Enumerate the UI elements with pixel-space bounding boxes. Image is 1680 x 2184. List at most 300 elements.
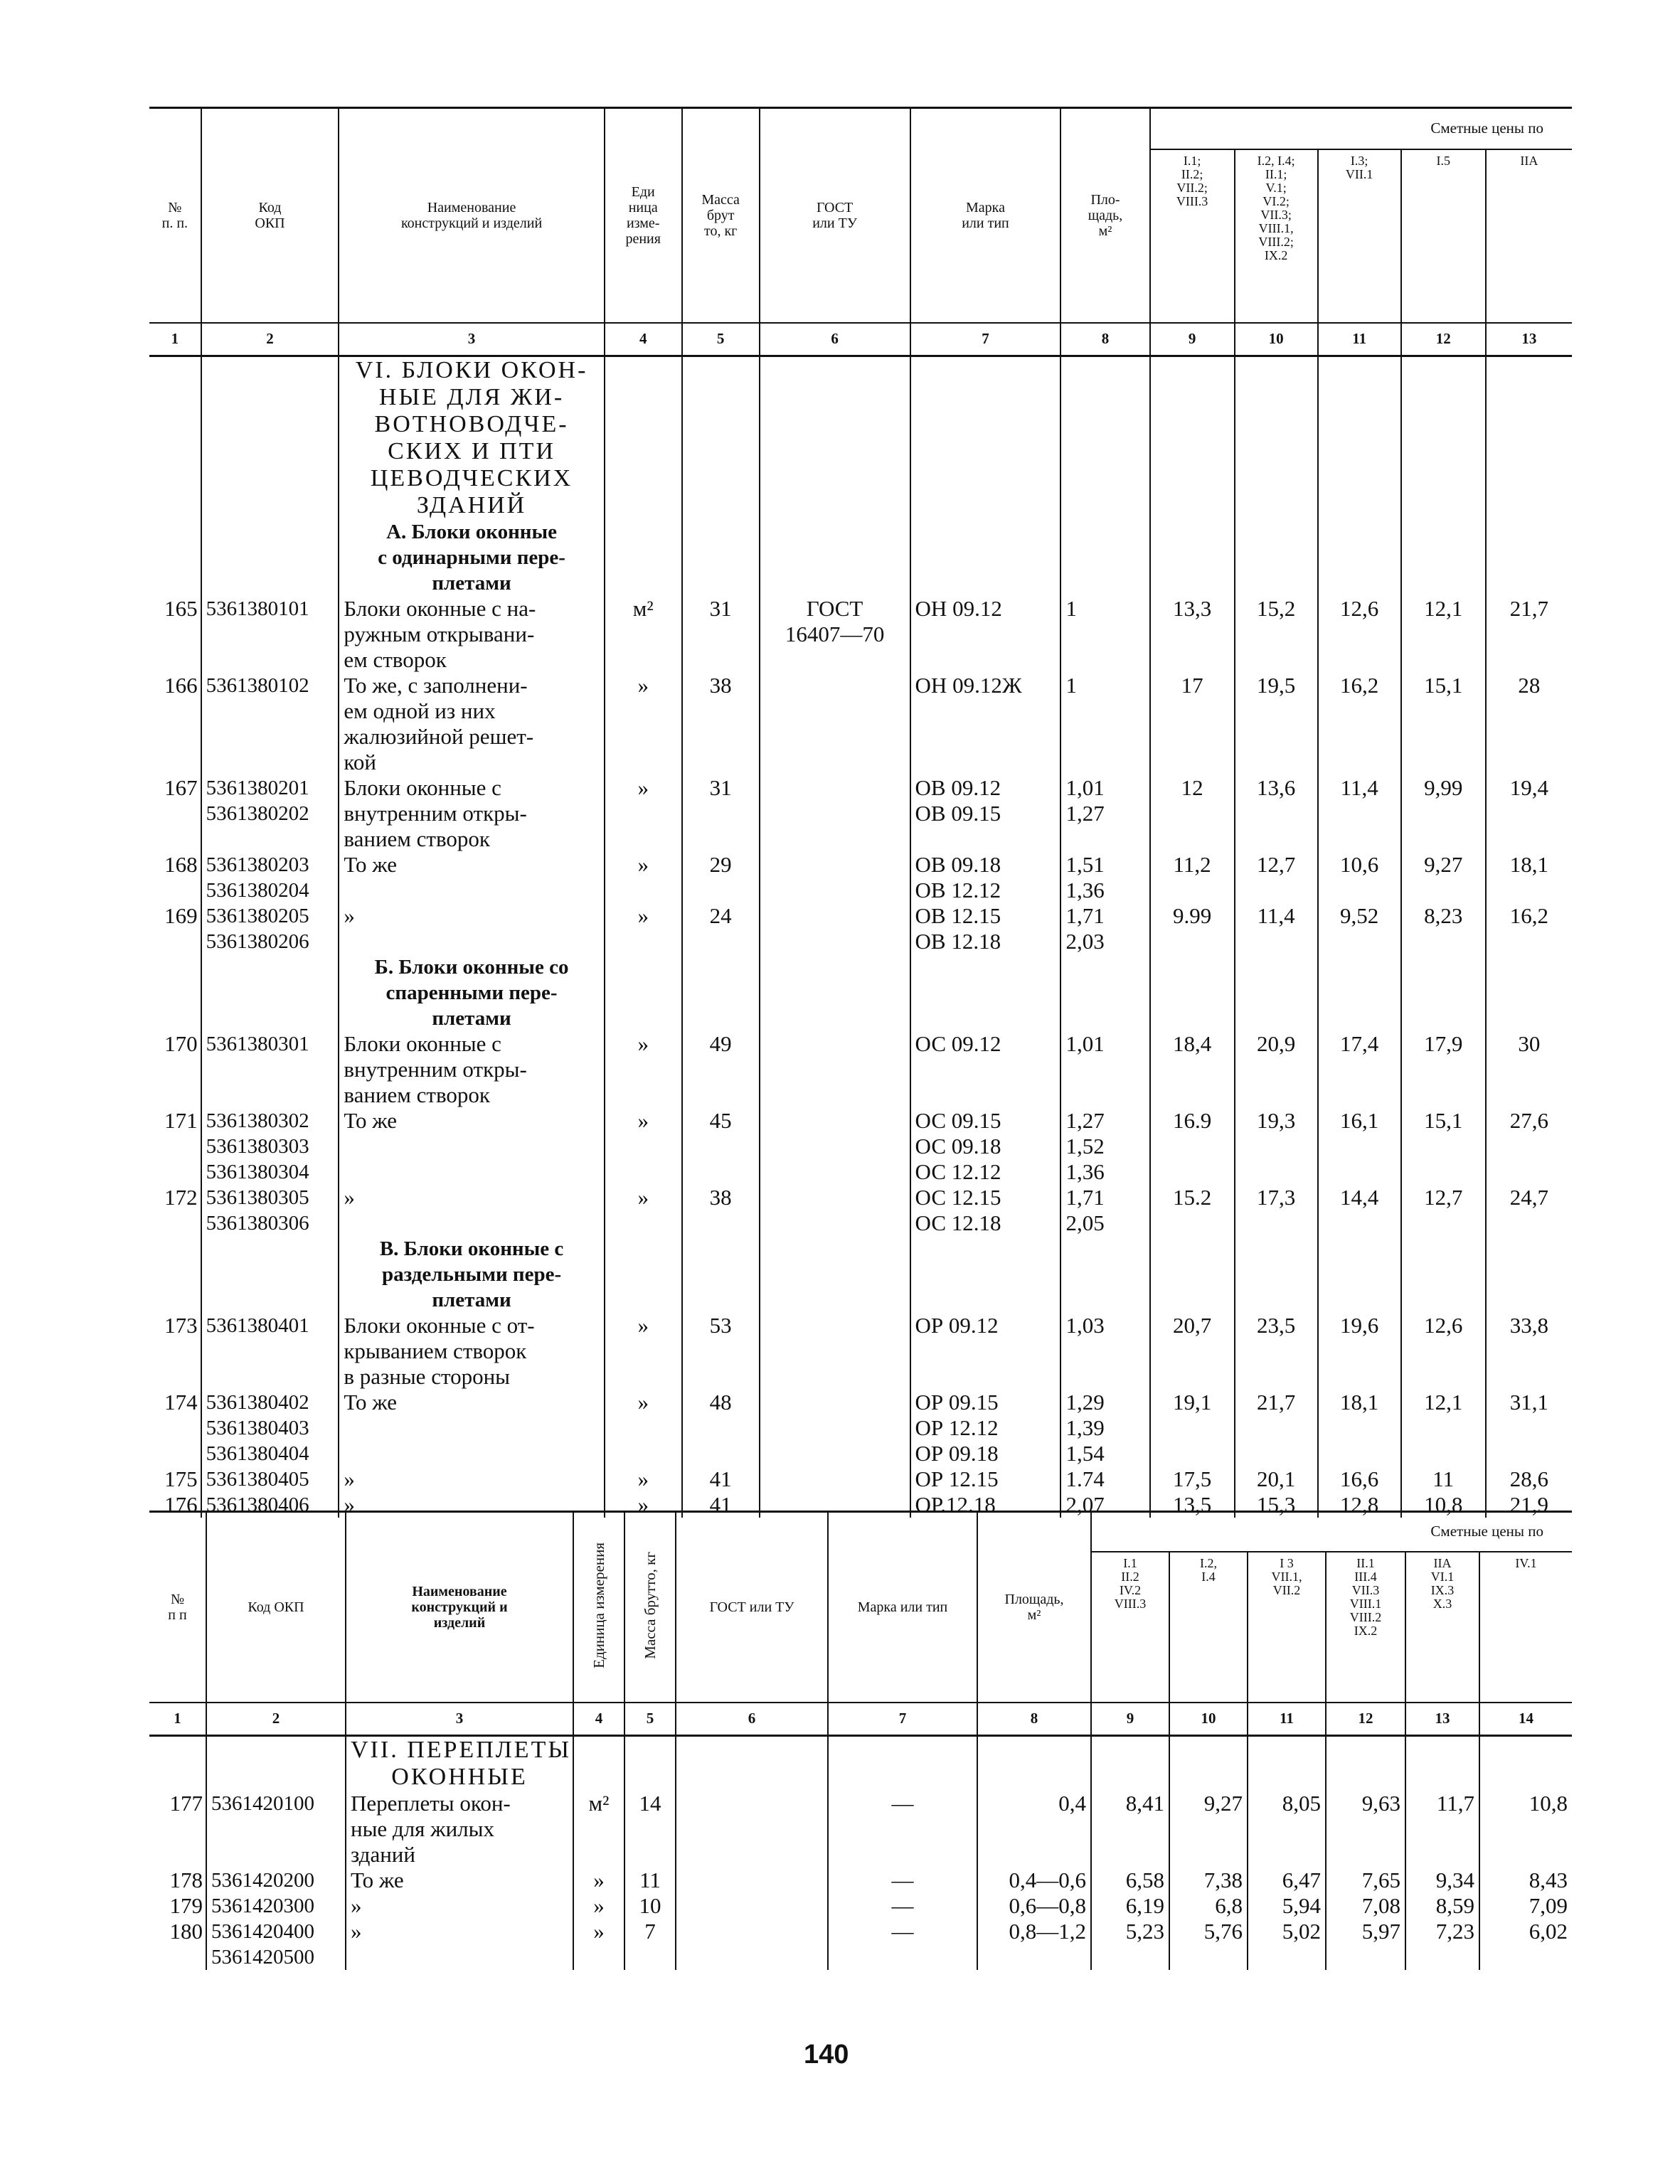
row-number: 175 bbox=[164, 1466, 198, 1491]
empty-cell bbox=[910, 356, 1061, 519]
col-header-gost: ГОСТ или ТУ bbox=[760, 108, 910, 323]
okp-code: 5361420400 5361420500 bbox=[206, 1919, 346, 1970]
mass-cell: 49 bbox=[682, 1031, 760, 1108]
price-cell: 12,1 bbox=[1401, 1390, 1486, 1466]
area-cell: 1,01 bbox=[1060, 1031, 1149, 1108]
gost-cell bbox=[760, 775, 910, 852]
empty-cell bbox=[201, 954, 339, 1031]
mass-cell: 53 bbox=[682, 1313, 760, 1390]
col-group-prices: Сметные цены по bbox=[1150, 108, 1572, 149]
item-name: То же bbox=[346, 1868, 573, 1893]
price-cell: 16,2 bbox=[1486, 903, 1572, 954]
price-cell: 21,9 bbox=[1486, 1492, 1572, 1518]
unit-cell: » bbox=[605, 1031, 682, 1108]
mark-cell: ОВ 09.12 ОВ 09.15 bbox=[910, 775, 1061, 852]
gost-cell bbox=[676, 1893, 828, 1919]
col-header-number: № п. п. bbox=[149, 108, 201, 323]
price-zone-header-11: I.3; VII.1 bbox=[1318, 149, 1401, 323]
mark-cell: — bbox=[828, 1919, 977, 1970]
table-row bbox=[149, 903, 1572, 954]
col-header-unit: Еди ница изме- рения bbox=[605, 108, 682, 323]
mass-cell: 11 bbox=[624, 1868, 676, 1893]
mark-cell: ОР.12.18 bbox=[910, 1492, 1061, 1518]
price-cell: 7,08 bbox=[1326, 1893, 1405, 1919]
empty-cell bbox=[149, 1236, 201, 1313]
price-cell: 15,1 bbox=[1401, 673, 1486, 775]
price-cell: 8,41 bbox=[1091, 1791, 1169, 1868]
mark-cell: ОВ 09.18 ОВ 12.12 bbox=[910, 852, 1061, 903]
column-numbers-row bbox=[149, 323, 1572, 356]
mass-cell: 31 bbox=[682, 596, 760, 673]
col-header-mass: Масса брутто, кг bbox=[624, 1512, 676, 1703]
unit-cell: м² bbox=[605, 596, 682, 673]
mass-cell: 41 bbox=[682, 1492, 760, 1518]
price-cell: 13,3 bbox=[1150, 596, 1235, 673]
area-cell: 1,27 1,52 1,36 bbox=[1060, 1108, 1149, 1185]
okp-code: 5361380302 5361380303 5361380304 bbox=[201, 1108, 339, 1185]
price-table-sashes bbox=[149, 1511, 1572, 1970]
mass-cell: 24 bbox=[682, 903, 760, 954]
price-cell: 12,6 bbox=[1401, 1313, 1486, 1390]
price-cell: 5,02 bbox=[1248, 1919, 1326, 1970]
price-zone-header-13: IIA bbox=[1486, 149, 1572, 323]
item-name: » bbox=[339, 1466, 604, 1492]
empty-cell bbox=[1486, 519, 1572, 596]
area-cell: 1,03 bbox=[1060, 1313, 1149, 1390]
column-number: 12 bbox=[1401, 323, 1486, 356]
col-header-name: Наименование конструкций и изделий bbox=[339, 108, 604, 323]
empty-cell bbox=[977, 1735, 1091, 1791]
area-cell: 1,29 1,39 1,54 bbox=[1060, 1390, 1149, 1466]
empty-cell bbox=[1318, 519, 1401, 596]
price-cell: 12,7 bbox=[1401, 1185, 1486, 1236]
price-cell: 5,94 bbox=[1248, 1893, 1326, 1919]
empty-cell bbox=[1060, 1236, 1149, 1313]
empty-cell bbox=[1150, 356, 1235, 519]
mass-cell: 29 bbox=[682, 852, 760, 903]
area-cell: 1.74 bbox=[1060, 1466, 1149, 1492]
unit-cell: » bbox=[605, 852, 682, 903]
okp-code: 5361380301 bbox=[201, 1031, 339, 1108]
price-cell: 11,2 bbox=[1150, 852, 1235, 903]
subsection-heading-row bbox=[149, 519, 1572, 596]
item-name: То же bbox=[339, 1390, 604, 1466]
item-name: Блоки оконные с от- крыванием створок в разные стороны bbox=[339, 1313, 604, 1390]
mark-cell: ОР 09.15 ОР 12.12 ОР 09.18 bbox=[910, 1390, 1061, 1466]
empty-cell bbox=[1401, 356, 1486, 519]
column-number: 4 bbox=[605, 323, 682, 356]
subsection-heading: Б. Блоки оконные со спаренными пере- плетами bbox=[339, 954, 604, 1031]
okp-code: 5361380102 bbox=[201, 673, 339, 775]
empty-cell bbox=[1248, 1735, 1326, 1791]
price-cell: 15,1 bbox=[1401, 1108, 1486, 1185]
price-cell: 19,6 bbox=[1318, 1313, 1401, 1390]
unit-cell: » bbox=[605, 1492, 682, 1518]
table-row bbox=[149, 1390, 1572, 1466]
empty-cell bbox=[573, 1735, 624, 1791]
mark-cell: ОС 09.12 bbox=[910, 1031, 1061, 1108]
price-cell: 9,63 bbox=[1326, 1791, 1405, 1868]
row-number: 173 bbox=[164, 1312, 198, 1338]
area-cell: 0,6—0,8 bbox=[977, 1893, 1091, 1919]
col-header-number: № п п bbox=[149, 1512, 206, 1703]
price-cell: 9,27 bbox=[1169, 1791, 1248, 1868]
table-row bbox=[149, 1868, 1572, 1893]
table-row bbox=[149, 852, 1572, 903]
mark-cell: ОН 09.12 bbox=[910, 596, 1061, 673]
gost-cell bbox=[760, 1108, 910, 1185]
okp-code: 5361420100 bbox=[206, 1791, 346, 1868]
empty-cell bbox=[1401, 1236, 1486, 1313]
empty-cell bbox=[1318, 1236, 1401, 1313]
column-number: 8 bbox=[1060, 323, 1149, 356]
row-number: 165 bbox=[164, 595, 198, 621]
empty-cell bbox=[1401, 519, 1486, 596]
col-group-prices: Сметные цены по bbox=[1091, 1512, 1572, 1552]
price-cell: 16.9 bbox=[1150, 1108, 1235, 1185]
col-header-area: Площадь, м² bbox=[977, 1512, 1091, 1703]
okp-code: 5361380401 bbox=[201, 1313, 339, 1390]
column-number: 1 bbox=[149, 323, 201, 356]
empty-cell bbox=[760, 519, 910, 596]
column-number: 2 bbox=[206, 1703, 346, 1736]
okp-code: 5361380205 5361380206 bbox=[201, 903, 339, 954]
price-cell: 5,97 bbox=[1326, 1919, 1405, 1970]
okp-code: 5361420300 bbox=[206, 1893, 346, 1919]
item-name: То же bbox=[339, 1108, 604, 1185]
price-zone-header-9: I.1 II.2 IV.2 VIII.3 bbox=[1091, 1552, 1169, 1703]
table-row bbox=[149, 673, 1572, 775]
mark-cell: ОС 09.15 ОС 09.18 ОС 12.12 bbox=[910, 1108, 1061, 1185]
row-number: 178 bbox=[169, 1867, 203, 1892]
empty-cell bbox=[201, 356, 339, 519]
mass-cell: 41 bbox=[682, 1466, 760, 1492]
empty-cell bbox=[149, 954, 201, 1031]
price-cell: 18,1 bbox=[1486, 852, 1572, 903]
price-cell: 8,05 bbox=[1248, 1791, 1326, 1868]
unit-cell: м² bbox=[573, 1791, 624, 1868]
mass-cell: 10 bbox=[624, 1893, 676, 1919]
price-cell: 9,52 bbox=[1318, 903, 1401, 954]
price-cell: 6,8 bbox=[1169, 1893, 1248, 1919]
column-number: 7 bbox=[828, 1703, 977, 1736]
price-table-windows bbox=[149, 107, 1572, 1518]
column-number: 5 bbox=[682, 323, 760, 356]
price-cell: 19,5 bbox=[1235, 673, 1318, 775]
okp-code: 5361380406 bbox=[201, 1492, 339, 1518]
empty-cell bbox=[1486, 356, 1572, 519]
price-cell: 24,7 bbox=[1486, 1185, 1572, 1236]
price-cell: 18,1 bbox=[1318, 1390, 1401, 1466]
price-cell: 6,02 bbox=[1479, 1919, 1572, 1970]
area-cell: 1 bbox=[1060, 596, 1149, 673]
table-row bbox=[149, 1108, 1572, 1185]
price-cell: 17 bbox=[1150, 673, 1235, 775]
price-cell: 17,3 bbox=[1235, 1185, 1318, 1236]
empty-cell bbox=[605, 519, 682, 596]
price-zone-header-10: I.2, I.4 bbox=[1169, 1552, 1248, 1703]
price-cell: 27,6 bbox=[1486, 1108, 1572, 1185]
price-cell: 15.2 bbox=[1150, 1185, 1235, 1236]
mass-cell: 7 bbox=[624, 1919, 676, 1970]
row-number: 169 bbox=[164, 902, 198, 928]
unit-cell: » bbox=[605, 775, 682, 852]
mark-cell: ОР 09.12 bbox=[910, 1313, 1061, 1390]
price-cell: 11,4 bbox=[1318, 775, 1401, 852]
area-cell: 1,51 1,36 bbox=[1060, 852, 1149, 903]
okp-code: 5361380405 bbox=[201, 1466, 339, 1492]
column-numbers-row bbox=[149, 1703, 1572, 1736]
price-cell: 7,65 bbox=[1326, 1868, 1405, 1893]
price-cell: 6,19 bbox=[1091, 1893, 1169, 1919]
empty-cell bbox=[828, 1735, 977, 1791]
price-cell: 7,23 bbox=[1405, 1919, 1479, 1970]
mark-cell: ОС 12.15 ОС 12.18 bbox=[910, 1185, 1061, 1236]
item-name: Блоки оконные с внутренним откры- ванием створок bbox=[339, 1031, 604, 1108]
price-cell: 11,4 bbox=[1235, 903, 1318, 954]
area-cell: 2,07 bbox=[1060, 1492, 1149, 1518]
column-number: 13 bbox=[1405, 1703, 1479, 1736]
price-cell: 16,2 bbox=[1318, 673, 1401, 775]
empty-cell bbox=[149, 356, 201, 519]
price-cell: 13,6 bbox=[1235, 775, 1318, 852]
empty-cell bbox=[1169, 1735, 1248, 1791]
price-cell: 16,1 bbox=[1318, 1108, 1401, 1185]
table-row bbox=[149, 1791, 1572, 1868]
table-row bbox=[149, 1031, 1572, 1108]
empty-cell bbox=[1150, 519, 1235, 596]
column-number: 6 bbox=[676, 1703, 828, 1736]
gost-cell bbox=[676, 1791, 828, 1868]
okp-code: 5361420200 bbox=[206, 1868, 346, 1893]
row-number: 179 bbox=[169, 1892, 203, 1918]
item-name: » bbox=[346, 1919, 573, 1970]
empty-cell bbox=[682, 519, 760, 596]
price-cell: 18,4 bbox=[1150, 1031, 1235, 1108]
price-cell: 10,8 bbox=[1401, 1492, 1486, 1518]
unit-cell: » bbox=[605, 1390, 682, 1466]
price-zone-header-10: I.2, I.4; II.1; V.1; VI.2; VII.3; VIII.1, VIII.2; IX.2 bbox=[1235, 149, 1318, 323]
price-cell: 17,9 bbox=[1401, 1031, 1486, 1108]
page-number: 140 bbox=[804, 2040, 849, 2070]
col-header-okp: Код ОКП bbox=[206, 1512, 346, 1703]
mass-cell: 14 bbox=[624, 1791, 676, 1868]
row-number: 168 bbox=[164, 851, 198, 877]
unit-cell: » bbox=[573, 1893, 624, 1919]
mark-cell: — bbox=[828, 1893, 977, 1919]
row-number: 177 bbox=[169, 1790, 203, 1816]
empty-cell bbox=[605, 1236, 682, 1313]
section-heading: VII. ПЕРЕПЛЕТЫ ОКОННЫЕ bbox=[346, 1735, 573, 1791]
row-number: 171 bbox=[164, 1107, 198, 1133]
subsection-heading: В. Блоки оконные с раздельными пере- плетами bbox=[339, 1236, 604, 1313]
price-cell: 10,6 bbox=[1318, 852, 1401, 903]
empty-cell bbox=[1479, 1735, 1572, 1791]
price-cell: 33,8 bbox=[1486, 1313, 1572, 1390]
empty-cell bbox=[1060, 356, 1149, 519]
okp-code: 5361380305 5361380306 bbox=[201, 1185, 339, 1236]
okp-code: 5361380101 bbox=[201, 596, 339, 673]
empty-cell bbox=[1235, 954, 1318, 1031]
column-number: 1 bbox=[149, 1703, 206, 1736]
gost-cell bbox=[760, 673, 910, 775]
mark-cell: — bbox=[828, 1868, 977, 1893]
empty-cell bbox=[760, 356, 910, 519]
mark-cell: ОВ 12.15 ОВ 12.18 bbox=[910, 903, 1061, 954]
price-cell: 16,6 bbox=[1318, 1466, 1401, 1492]
empty-cell bbox=[682, 954, 760, 1031]
row-number: 170 bbox=[164, 1030, 198, 1056]
empty-cell bbox=[1150, 954, 1235, 1031]
price-cell: 19,1 bbox=[1150, 1390, 1235, 1466]
column-number: 14 bbox=[1479, 1703, 1572, 1736]
empty-cell bbox=[1486, 954, 1572, 1031]
gost-cell bbox=[760, 1466, 910, 1492]
column-number: 3 bbox=[346, 1703, 573, 1736]
area-cell: 1,01 1,27 bbox=[1060, 775, 1149, 852]
price-cell: 5,76 bbox=[1169, 1919, 1248, 1970]
area-cell: 0,4—0,6 bbox=[977, 1868, 1091, 1893]
empty-cell bbox=[1060, 954, 1149, 1031]
price-zone-header-12: II.1 III.4 VII.3 VIII.1 VIII.2 IX.2 bbox=[1326, 1552, 1405, 1703]
mark-cell: — bbox=[828, 1791, 977, 1868]
empty-cell bbox=[1150, 1236, 1235, 1313]
price-cell: 5,23 bbox=[1091, 1919, 1169, 1970]
column-number: 12 bbox=[1326, 1703, 1405, 1736]
mass-cell: 38 bbox=[682, 673, 760, 775]
row-number: 167 bbox=[164, 774, 198, 800]
empty-cell bbox=[206, 1735, 346, 1791]
column-number: 9 bbox=[1091, 1703, 1169, 1736]
item-name: Блоки оконные с на- ружным открывани- ем створок bbox=[339, 596, 604, 673]
price-cell: 9,27 bbox=[1401, 852, 1486, 903]
empty-cell bbox=[1235, 356, 1318, 519]
item-name: » bbox=[339, 903, 604, 954]
section-heading: VI. БЛОКИ ОКОН- НЫЕ ДЛЯ ЖИ- ВОТНОВОДЧЕ- СКИХ И ПТИ ЦЕВОДЧЕСКИХ ЗДАНИЙ bbox=[339, 356, 604, 519]
price-cell: 12,1 bbox=[1401, 596, 1486, 673]
price-cell: 21,7 bbox=[1235, 1390, 1318, 1466]
mark-cell: ОР 12.15 bbox=[910, 1466, 1061, 1492]
table-row bbox=[149, 1919, 1572, 1970]
price-cell: 12,7 bbox=[1235, 852, 1318, 903]
unit-cell: » bbox=[605, 1108, 682, 1185]
column-number: 8 bbox=[977, 1703, 1091, 1736]
item-name: Переплеты окон- ные для жилых зданий bbox=[346, 1791, 573, 1868]
section-heading-row bbox=[149, 1735, 1572, 1791]
empty-cell bbox=[1486, 1236, 1572, 1313]
unit-cell: » bbox=[605, 1185, 682, 1236]
gost-cell bbox=[760, 1185, 910, 1236]
row-number: 174 bbox=[164, 1389, 198, 1415]
okp-code: 5361380201 5361380202 bbox=[201, 775, 339, 852]
subsection-heading-row bbox=[149, 1236, 1572, 1313]
empty-cell bbox=[682, 356, 760, 519]
price-cell: 12,8 bbox=[1318, 1492, 1401, 1518]
column-number: 11 bbox=[1318, 323, 1401, 356]
mass-cell: 31 bbox=[682, 775, 760, 852]
column-number: 4 bbox=[573, 1703, 624, 1736]
table-row bbox=[149, 1185, 1572, 1236]
mark-cell: ОН 09.12Ж bbox=[910, 673, 1061, 775]
subsection-heading: А. Блоки оконные с одинарными пере- плетами bbox=[339, 519, 604, 596]
price-cell: 19,4 bbox=[1486, 775, 1572, 852]
col-header-gost: ГОСТ или ТУ bbox=[676, 1512, 828, 1703]
area-cell: 0,4 bbox=[977, 1791, 1091, 1868]
price-zone-header-11: I 3 VII.1, VII.2 bbox=[1248, 1552, 1326, 1703]
okp-code: 5361380203 5361380204 bbox=[201, 852, 339, 903]
col-header-okp: Код ОКП bbox=[201, 108, 339, 323]
price-zone-header-12: I.5 bbox=[1401, 149, 1486, 323]
gost-cell bbox=[760, 1390, 910, 1466]
unit-cell: » bbox=[605, 673, 682, 775]
area-cell: 1,71 2,03 bbox=[1060, 903, 1149, 954]
item-name: То же bbox=[339, 852, 604, 903]
price-cell: 8,59 bbox=[1405, 1893, 1479, 1919]
okp-code: 5361380402 5361380403 5361380404 bbox=[201, 1390, 339, 1466]
mass-cell: 38 bbox=[682, 1185, 760, 1236]
gost-cell bbox=[676, 1868, 828, 1893]
price-cell: 17,4 bbox=[1318, 1031, 1401, 1108]
price-cell: 13,5 bbox=[1150, 1492, 1235, 1518]
empty-cell bbox=[1091, 1735, 1169, 1791]
column-number: 2 bbox=[201, 323, 339, 356]
item-name: » bbox=[339, 1492, 604, 1518]
gost-cell: ГОСТ 16407—70 bbox=[760, 596, 910, 673]
price-cell: 6,47 bbox=[1248, 1868, 1326, 1893]
table-row bbox=[149, 1313, 1572, 1390]
price-cell: 15,2 bbox=[1235, 596, 1318, 673]
table-row bbox=[149, 775, 1572, 852]
price-cell: 15,3 bbox=[1235, 1492, 1318, 1518]
gost-cell bbox=[760, 852, 910, 903]
gost-cell bbox=[760, 1313, 910, 1390]
price-cell: 10,8 bbox=[1479, 1791, 1572, 1868]
price-cell: 17,5 bbox=[1150, 1466, 1235, 1492]
area-cell: 1,71 2,05 bbox=[1060, 1185, 1149, 1236]
item-name: » bbox=[339, 1185, 604, 1236]
unit-cell: » bbox=[573, 1868, 624, 1893]
price-cell: 6,58 bbox=[1091, 1868, 1169, 1893]
price-cell: 23,5 bbox=[1235, 1313, 1318, 1390]
price-cell: 20,1 bbox=[1235, 1466, 1318, 1492]
price-cell: 20,9 bbox=[1235, 1031, 1318, 1108]
price-cell: 9,99 bbox=[1401, 775, 1486, 852]
item-name: » bbox=[346, 1893, 573, 1919]
column-number: 5 bbox=[624, 1703, 676, 1736]
price-cell: 20,7 bbox=[1150, 1313, 1235, 1390]
empty-cell bbox=[1060, 519, 1149, 596]
col-header-mark: Марка или тип bbox=[828, 1512, 977, 1703]
unit-cell: » bbox=[605, 903, 682, 954]
table-row bbox=[149, 596, 1572, 673]
column-number: 10 bbox=[1235, 323, 1318, 356]
column-number: 10 bbox=[1169, 1703, 1248, 1736]
price-cell: 28,6 bbox=[1486, 1466, 1572, 1492]
price-cell: 12 bbox=[1150, 775, 1235, 852]
price-cell: 7,09 bbox=[1479, 1893, 1572, 1919]
empty-cell bbox=[201, 519, 339, 596]
area-cell: 1 bbox=[1060, 673, 1149, 775]
empty-cell bbox=[910, 519, 1061, 596]
area-cell: 0,8—1,2 bbox=[977, 1919, 1091, 1970]
price-cell: 30 bbox=[1486, 1031, 1572, 1108]
empty-cell bbox=[149, 519, 201, 596]
price-cell: 12,6 bbox=[1318, 596, 1401, 673]
column-number: 11 bbox=[1248, 1703, 1326, 1736]
empty-cell bbox=[149, 1735, 206, 1791]
item-name: Блоки оконные с внутренним откры- ванием створок bbox=[339, 775, 604, 852]
col-header-unit: Единица измерения bbox=[573, 1512, 624, 1703]
